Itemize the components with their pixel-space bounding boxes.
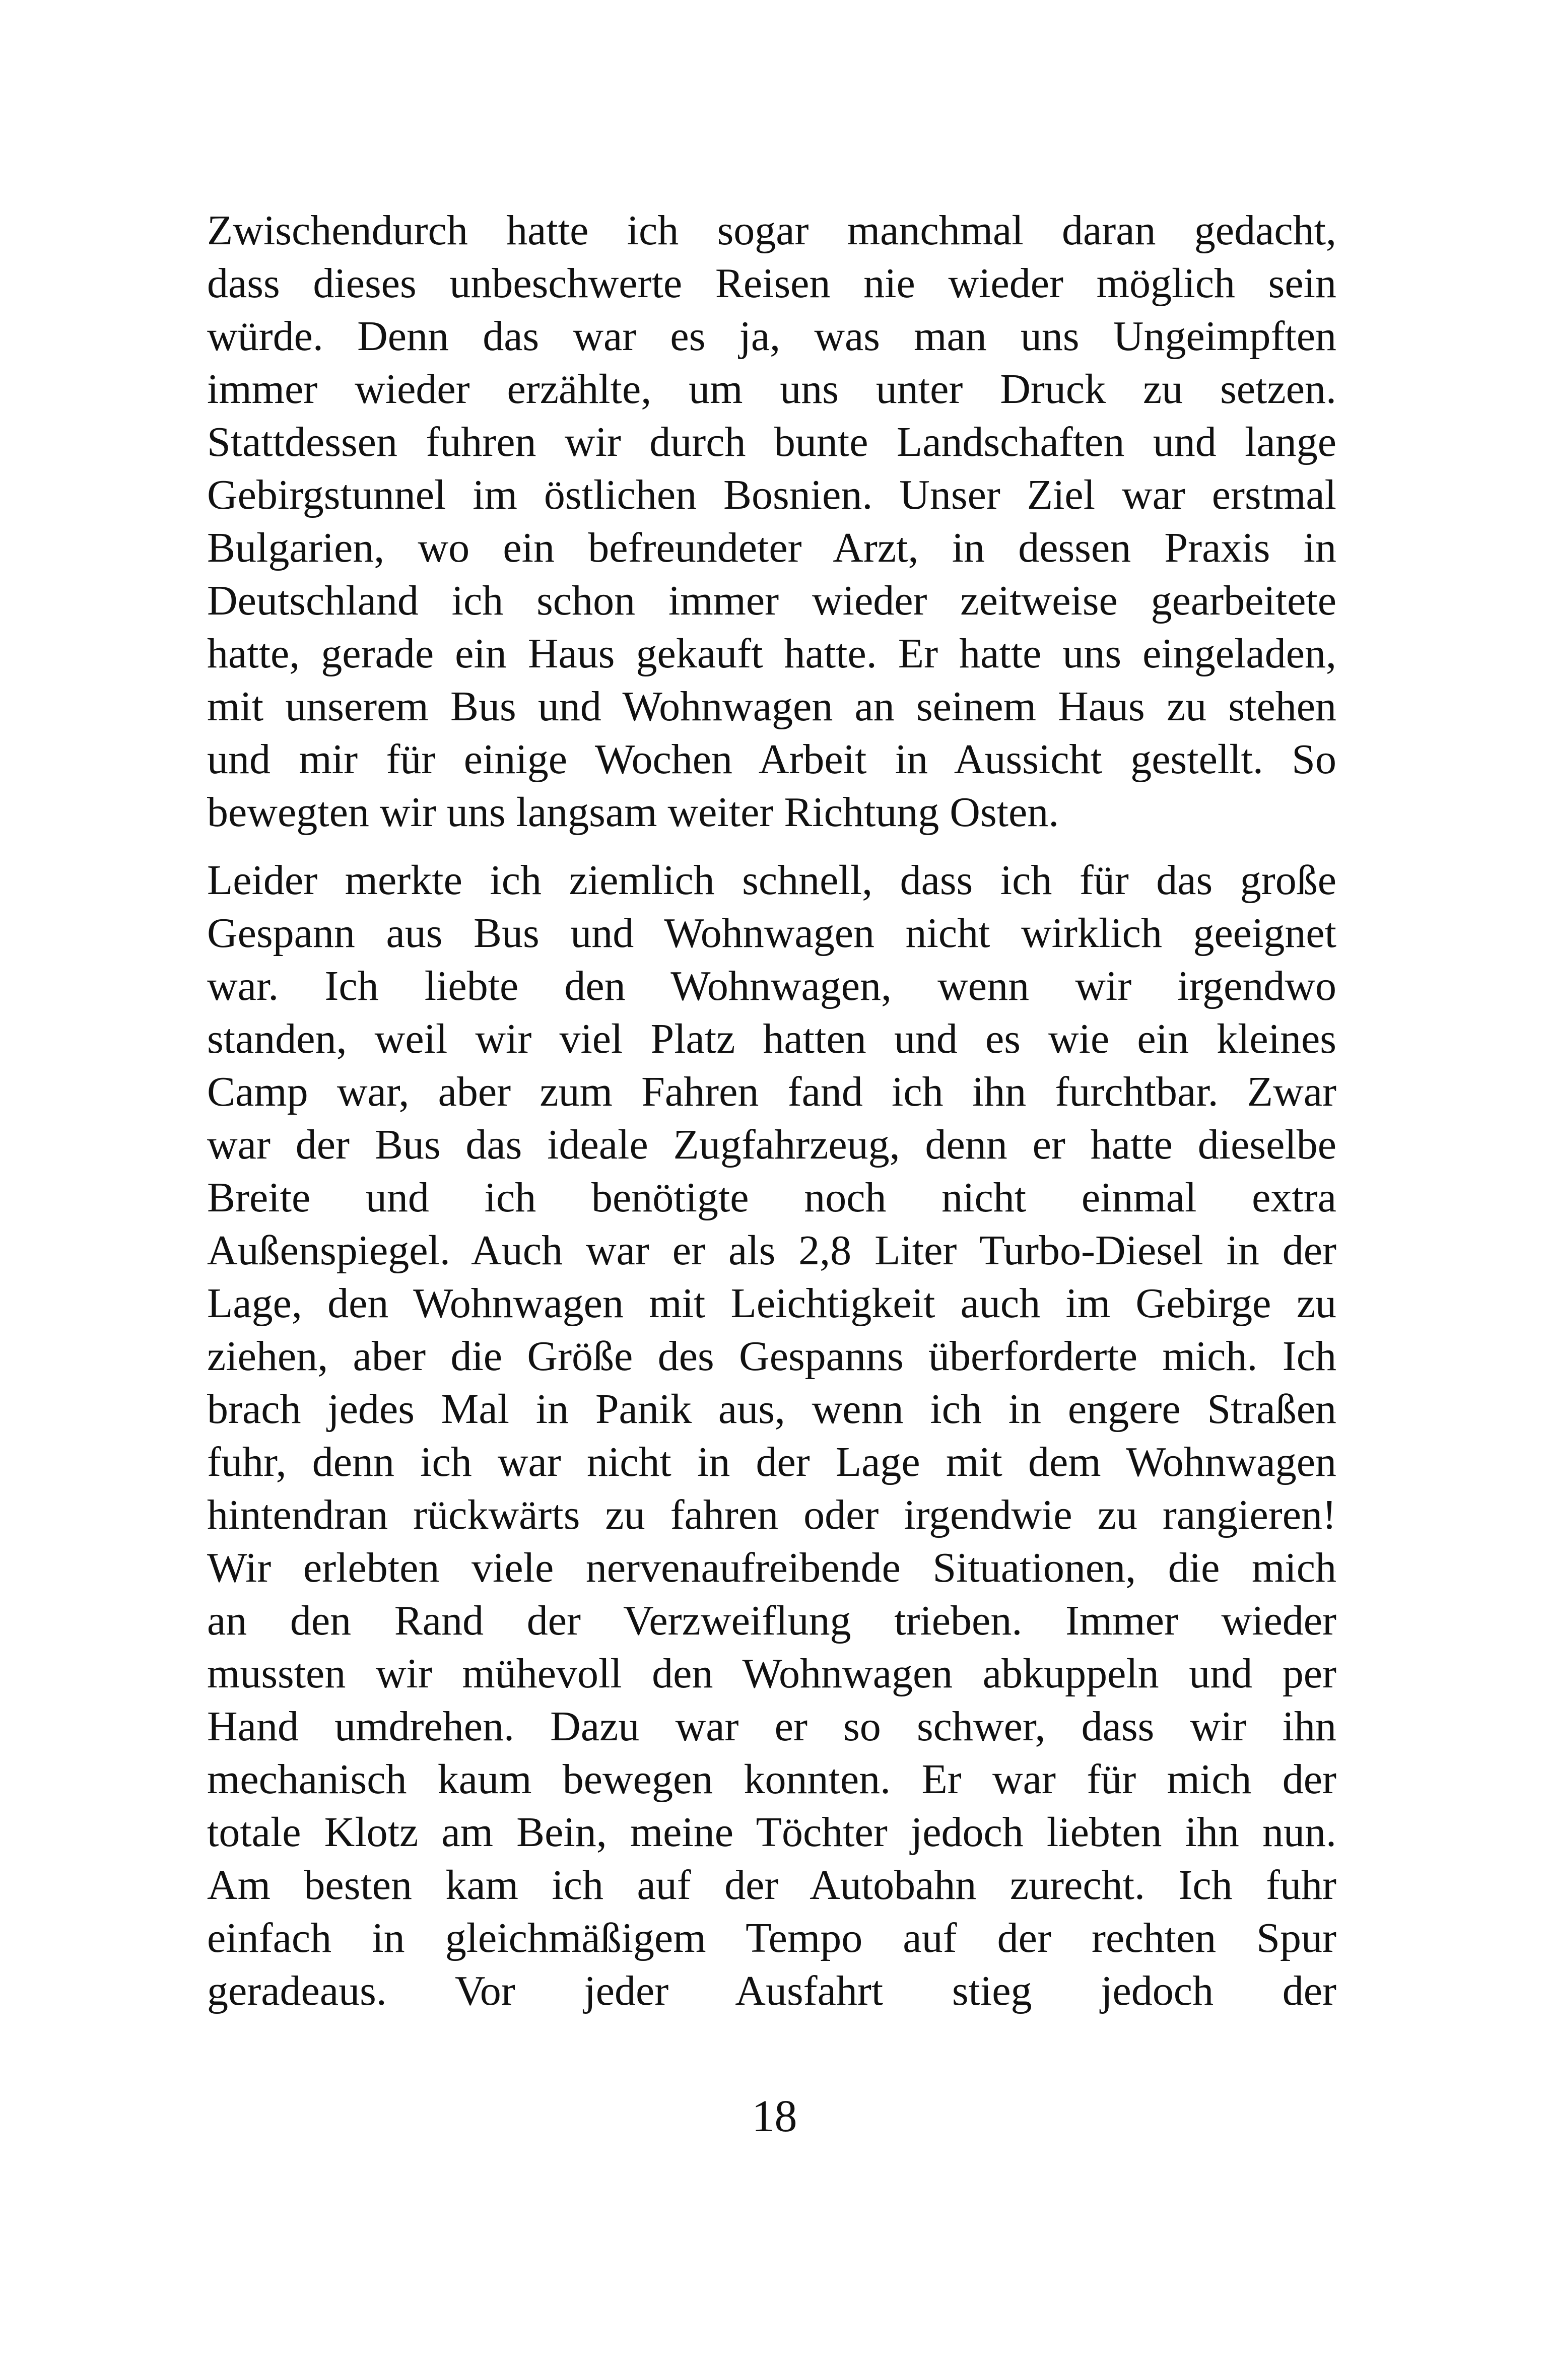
paragraph-gap: [207, 839, 1336, 854]
text-line: standen, weil wir viel Platz hatten und es wie ein kleines: [207, 1015, 1336, 1062]
text-line: bewegten wir uns langsam weiter Richtung Osten.: [207, 789, 1059, 836]
text-line: Deutschland ich schon immer wieder zeitweise gearbeitete: [207, 577, 1336, 624]
text-line: einfach in gleichmäßigem Tempo auf der rechten Spur: [207, 1915, 1336, 1961]
text-line: Gespann aus Bus und Wohnwagen nicht wirklich geeignet: [207, 910, 1336, 957]
text-line: mussten wir mühevoll den Wohnwagen abkuppeln und per: [207, 1650, 1336, 1697]
text-line: dass dieses unbeschwerte Reisen nie wieder möglich sein: [207, 260, 1336, 307]
text-line: würde. Denn das war es ja, was man uns Ungeimpften: [207, 313, 1336, 360]
text-line: hatte, gerade ein Haus gekauft hatte. Er hatte uns eingeladen,: [207, 630, 1336, 677]
text-line: Zwischendurch hatte ich sogar manchmal daran gedacht,: [207, 207, 1336, 254]
text-line: war. Ich liebte den Wohnwagen, wenn wir irgendwo: [207, 963, 1336, 1009]
text-line: Gebirgstunnel im östlichen Bosnien. Unser Ziel war erstmal: [207, 471, 1336, 518]
text-line: Bulgarien, wo ein befreundeter Arzt, in dessen Praxis in: [207, 524, 1336, 571]
text-line: Camp war, aber zum Fahren fand ich ihn furchtbar. Zwar: [207, 1068, 1336, 1115]
text-line: Wir erlebten viele nervenaufreibende Situationen, die mich: [207, 1544, 1336, 1591]
page-number: 18: [752, 2091, 797, 2141]
text-line: Leider merkte ich ziemlich schnell, dass ich für das große: [207, 857, 1336, 904]
text-line: Breite und ich benötigte noch nicht einmal extra: [207, 1174, 1336, 1221]
text-line: mechanisch kaum bewegen konnten. Er war für mich der: [207, 1756, 1336, 1803]
paragraph: [207, 854, 1336, 2017]
text-line: totale Klotz am Bein, meine Töchter jedoch liebten ihn nun.: [207, 1809, 1336, 1856]
text-line: Hand umdrehen. Dazu war er so schwer, dass wir ihn: [207, 1703, 1336, 1750]
text-line: und mir für einige Wochen Arbeit in Aussicht gestellt. So: [207, 736, 1336, 783]
text-line: mit unserem Bus und Wohnwagen an seinem Haus zu stehen: [207, 683, 1336, 730]
text-line: fuhr, denn ich war nicht in der Lage mit dem Wohnwagen: [207, 1439, 1336, 1485]
text-line: war der Bus das ideale Zugfahrzeug, denn er hatte dieselbe: [207, 1121, 1336, 1168]
text-line: geradeaus. Vor jeder Ausfahrt stieg jedoch der: [207, 1967, 1336, 2014]
text-line: an den Rand der Verzweiflung trieben. Immer wieder: [207, 1597, 1336, 1644]
body-text: [207, 204, 1336, 2017]
text-line: ziehen, aber die Größe des Gespanns überforderte mich. Ich: [207, 1333, 1336, 1380]
text-line: immer wieder erzählte, um uns unter Druck zu setzen.: [207, 366, 1336, 413]
text-line: Lage, den Wohnwagen mit Leichtigkeit auch im Gebirge zu: [207, 1280, 1336, 1327]
text-line: Stattdessen fuhren wir durch bunte Landschaften und lange: [207, 419, 1336, 465]
text-line: Außenspiegel. Auch war er als 2,8 Liter Turbo-Diesel in der: [207, 1227, 1336, 1274]
text-line: hintendran rückwärts zu fahren oder irgendwie zu rangieren!: [207, 1491, 1336, 1538]
text-line: Am besten kam ich auf der Autobahn zurecht. Ich fuhr: [207, 1862, 1336, 1909]
text-line: brach jedes Mal in Panik aus, wenn ich in engere Straßen: [207, 1386, 1336, 1433]
paragraph: [207, 204, 1336, 839]
